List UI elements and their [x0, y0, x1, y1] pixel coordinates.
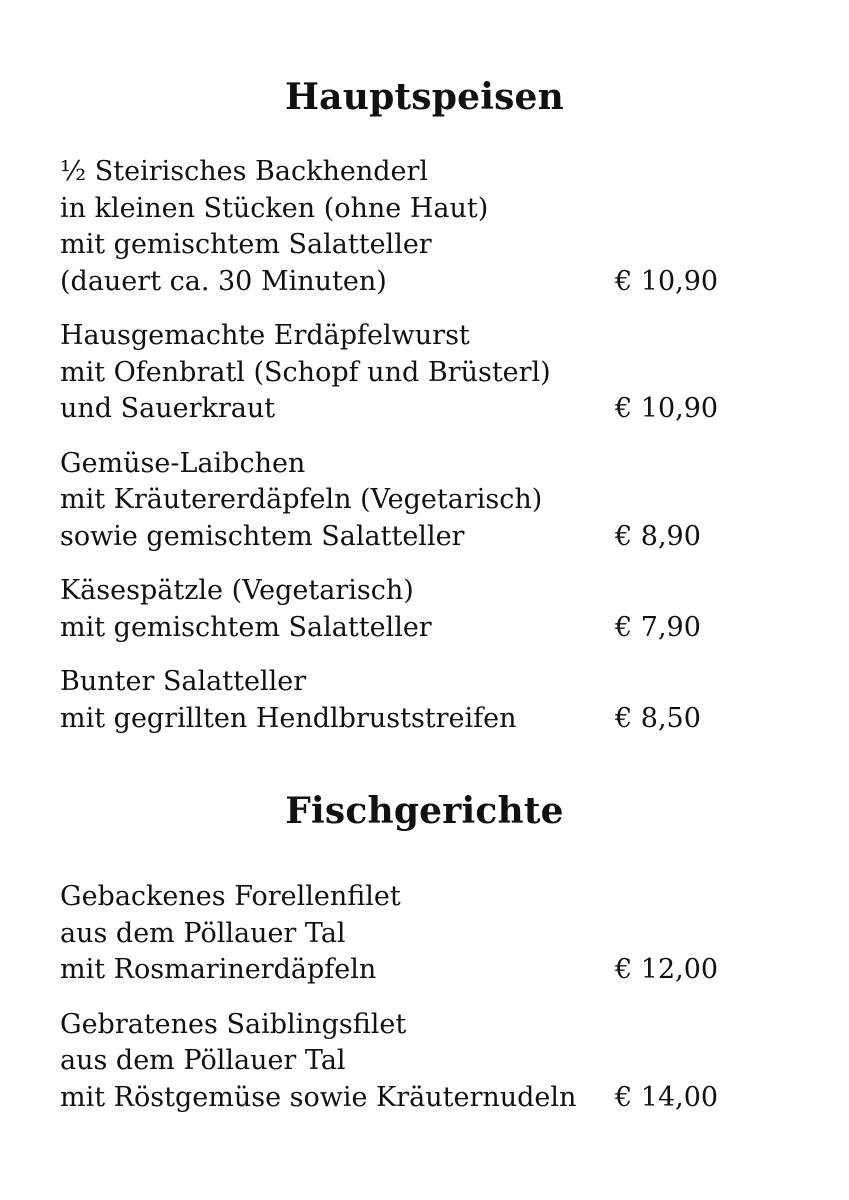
menu-item-gemuese-laibchen	[60, 446, 760, 556]
menu-item-backhenderl	[60, 154, 760, 300]
item-description-line: Gebackenes Forellenfilet	[60, 881, 401, 912]
item-description-line: (dauert ca. 30 Minuten)	[60, 265, 387, 297]
menu-item-saiblingsfilet	[60, 1007, 760, 1117]
item-price: € 10,90	[615, 265, 719, 297]
menu-item-erdaepfelwurst	[60, 318, 760, 428]
item-description-line: Bunter Salatteller	[60, 666, 307, 697]
item-description-line: Gebratenes Saiblingsfilet	[60, 1008, 407, 1040]
item-description-line: aus dem Pöllauer Tal	[60, 1045, 346, 1076]
item-description-line: ½ Steirisches Backhenderl	[60, 156, 429, 187]
item-price: € 7,90	[615, 611, 701, 643]
menu-item-salatteller	[60, 664, 760, 737]
item-description-line: mit Rosmarinerdäpfeln	[60, 954, 377, 985]
item-description-line: mit gegrillten Hendlbruststreifen	[60, 702, 517, 734]
menu-item-kaesespaetzle	[60, 573, 760, 646]
item-description-line: sowie gemischtem Salatteller	[60, 520, 465, 552]
item-price: € 12,00	[615, 954, 719, 985]
section-title-fischgerichte: Fischgerichte	[285, 790, 564, 832]
section-items-fischgerichte	[60, 879, 760, 1134]
item-description-line: mit Kräutererdäpfeln (Vegetarisch)	[60, 484, 543, 515]
item-description-line: Käsespätzle (Vegetarisch)	[60, 575, 414, 606]
item-description-line: mit Ofenbratl (Schopf und Brüsterl)	[60, 356, 551, 388]
item-description-line: aus dem Pöllauer Tal	[60, 917, 346, 949]
item-price: € 14,00	[615, 1081, 719, 1113]
item-description-line: Gemüse-Laibchen	[60, 447, 306, 479]
section-title-hauptspeisen: Hauptspeisen	[284, 76, 565, 118]
item-price: € 8,50	[615, 702, 701, 734]
item-description-line: mit Röstgemüse sowie Kräuternudeln	[60, 1081, 577, 1113]
section-items-hauptspeisen	[60, 154, 760, 755]
item-description-line: Hausgemachte Erdäpfelwurst	[60, 320, 470, 351]
item-price: € 8,90	[615, 520, 701, 552]
item-description-line: mit gemischtem Salatteller	[60, 611, 432, 643]
menu-item-forellenfilet	[60, 879, 760, 989]
item-description-line: und Sauerkraut	[60, 393, 276, 424]
item-price: € 10,90	[615, 393, 719, 424]
item-description-line: in kleinen Stücken (ohne Haut)	[60, 192, 489, 224]
item-description-line: mit gemischtem Salatteller	[60, 229, 432, 260]
